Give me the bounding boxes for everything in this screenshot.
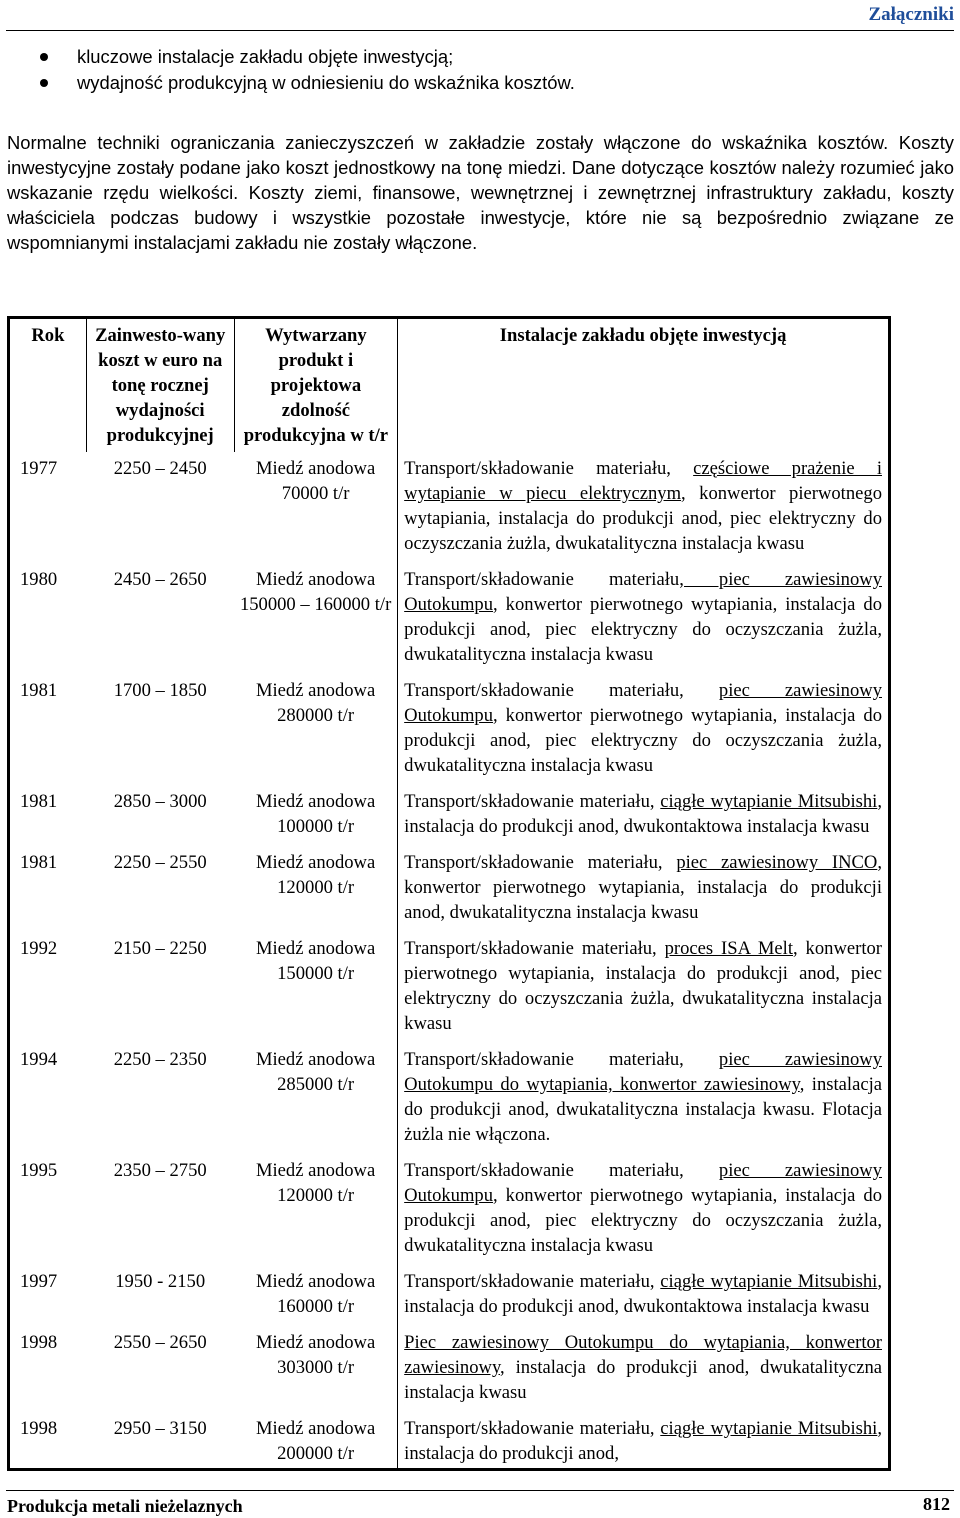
table-row xyxy=(9,1158,890,1269)
cost-cell: 2450 – 2650 xyxy=(113,569,207,590)
investment-table xyxy=(7,316,891,1471)
underlined-segment: ciągłe wytapianie Mitsubishi xyxy=(660,1418,878,1439)
text-segment: , instalacja do produkcji anod, dwukatalityczna instalacja kwasu xyxy=(404,1357,882,1403)
table-row xyxy=(9,678,890,789)
page-number: 812 xyxy=(923,1494,950,1514)
table-row xyxy=(9,850,890,936)
year-cell: 1997 xyxy=(20,1271,58,1292)
year-cell: 1994 xyxy=(20,1049,58,1070)
text-segment: Transport/składowanie materiału, xyxy=(404,852,677,873)
cost-cell: 1950 - 2150 xyxy=(115,1271,206,1292)
text-segment: Transport/składowanie materiału, xyxy=(404,1160,719,1181)
text-segment: Transport/składowanie materiału, xyxy=(404,791,661,812)
cost-cell: 2250 – 2550 xyxy=(113,852,207,873)
cost-cell: 2550 – 2650 xyxy=(113,1332,207,1353)
text-segment: , konwertor pierwotnego wytapiania, instalacja do produkcji anod, piec elektryczny do oczyszczania żużla, dwukatalityczna instalacja kwasu xyxy=(404,483,882,554)
installations-cell xyxy=(398,1047,890,1158)
year-cell: 1981 xyxy=(20,680,58,701)
header-product: Wytwarzany produkt i projektowa zdolność produkcyjna w t/r xyxy=(234,318,398,453)
product-cell: Miedź anodowa 160000 t/r xyxy=(234,1269,398,1330)
footer-title: Produkcja metali nieżelaznych xyxy=(7,1496,243,1516)
header-installations: Instalacje zakładu objęte inwestycją xyxy=(499,325,787,346)
cost-cell: 2150 – 2250 xyxy=(113,938,207,959)
text-segment: Transport/składowanie materiału, xyxy=(404,938,665,959)
text-segment: , instalacja do produkcji anod, dwukatalityczna instalacja kwasu. Flotacja żużla nie włączona. xyxy=(404,1074,882,1145)
table-row xyxy=(9,789,890,850)
text-segment: , instalacja do produkcji anod, dwukontaktowa instalacja kwasu xyxy=(404,791,882,837)
table-row xyxy=(9,452,890,567)
year-cell: 1981 xyxy=(20,791,58,812)
text-segment: , konwertor pierwotnego wytapiania, instalacja do produkcji anod, piec elektryczny do oczyszczania żużla, dwukatalityczna instalacja kwasu xyxy=(404,1185,882,1256)
table-row xyxy=(9,567,890,678)
text-segment: Transport/składowanie materiału xyxy=(404,569,680,590)
product-cell: Miedź anodowa 200000 t/r xyxy=(234,1416,398,1470)
bullet-list xyxy=(40,44,575,96)
footer-divider xyxy=(6,1490,954,1491)
cost-cell: 2350 – 2750 xyxy=(113,1160,207,1181)
text-segment: Transport/składowanie materiału, xyxy=(404,1049,719,1070)
header-year: Rok xyxy=(9,318,87,453)
installations-cell xyxy=(398,567,890,678)
text-segment: , konwertor pierwotnego wytapiania, instalacja do produkcji anod, dwukatalityczna instalacja kwasu xyxy=(404,852,882,923)
underlined-segment: ciągłe wytapianie Mitsubishi xyxy=(660,791,878,812)
text-segment: , konwertor pierwotnego wytapiania, instalacja do produkcji anod, piec elektryczny do oczyszczania żużla, dwukatalityczna instalacja kwasu xyxy=(404,938,882,1034)
underlined-segment: , piec zawiesinowy Outokumpu xyxy=(404,569,882,615)
table-header-row xyxy=(9,318,890,453)
installations-cell xyxy=(398,936,890,1047)
text-segment: , instalacja do produkcji anod, xyxy=(404,1418,882,1464)
installations-cell xyxy=(398,1158,890,1269)
cost-cell: 2850 – 3000 xyxy=(113,791,207,812)
text-segment: Transport/składowanie materiału, xyxy=(404,680,719,701)
product-cell: Miedź anodowa 303000 t/r xyxy=(234,1330,398,1416)
bullet-item: kluczowe instalacje zakładu objęte inwestycją; xyxy=(40,44,575,70)
cost-cell: 2950 – 3150 xyxy=(113,1418,207,1439)
header-divider xyxy=(6,30,954,31)
text-segment: Transport/składowanie materiału, xyxy=(404,1271,661,1292)
cost-cell: 1700 – 1850 xyxy=(113,680,207,701)
year-cell: 1981 xyxy=(20,852,58,873)
table-row xyxy=(9,1416,890,1470)
text-segment: , konwertor pierwotnego wytapiania, instalacja do produkcji anod, piec elektryczny do oczyszczania żużla, dwukatalityczna instalacja kwasu xyxy=(404,594,882,665)
cost-cell: 2250 – 2350 xyxy=(113,1049,207,1070)
underlined-segment: piec zawiesinowy Outokumpu xyxy=(404,1160,882,1206)
year-cell: 1995 xyxy=(20,1160,58,1181)
text-segment: , konwertor pierwotnego wytapiania, instalacja do produkcji anod, piec elektryczny do oczyszczania żużla, dwukatalityczna instalacja kwasu xyxy=(404,705,882,776)
table-body xyxy=(9,452,890,1470)
text-segment: Transport/składowanie materiału, xyxy=(404,458,694,479)
product-cell: Miedź anodowa 280000 t/r xyxy=(234,678,398,789)
intro-paragraph: Normalne techniki ograniczania zanieczyszczeń w zakładzie zostały włączone do wskaźnika kosztów. Koszty inwestycyjne zostały podane jako koszt jednostkowy na tonę miedzi. Dane dotyczące kosztów należy rozumieć jako wskazanie rzędu wielkości. Koszty ziemi, finansowe, wewnętrznej i zewnętrznej infrastruktury zakładu, koszty właściciela podczas budowy i wszystkie pozostałe inwestycje, które nie są bezpośrednio związane ze wspomnianymi instalacjami zakładu nie zostały włączone. xyxy=(7,132,954,253)
table-row xyxy=(9,1330,890,1416)
product-cell: Miedź anodowa 120000 t/r xyxy=(234,850,398,936)
product-cell: Miedź anodowa 150000 t/r xyxy=(234,936,398,1047)
installations-cell xyxy=(398,1416,890,1470)
installations-cell xyxy=(398,850,890,936)
cost-cell: 2250 – 2450 xyxy=(113,458,207,479)
year-cell: 1998 xyxy=(20,1332,58,1353)
year-cell: 1980 xyxy=(20,569,58,590)
product-cell: Miedź anodowa 150000 – 160000 t/r xyxy=(234,567,398,678)
underlined-segment: proces ISA Melt xyxy=(664,938,793,959)
product-cell: Miedź anodowa 285000 t/r xyxy=(234,1047,398,1158)
product-cell: Miedź anodowa 100000 t/r xyxy=(234,789,398,850)
underlined-segment: piec zawiesinowy INCO xyxy=(676,852,878,873)
table-row xyxy=(9,1047,890,1158)
text-segment: Transport/składowanie materiału, xyxy=(404,1418,661,1439)
installations-cell xyxy=(398,789,890,850)
table-row xyxy=(9,936,890,1047)
installations-cell xyxy=(398,678,890,789)
year-cell: 1977 xyxy=(20,458,58,479)
year-cell: 1998 xyxy=(20,1418,58,1439)
installations-cell xyxy=(398,1330,890,1416)
installations-cell xyxy=(398,1269,890,1330)
installations-cell xyxy=(398,452,890,567)
underlined-segment: ciągłe wytapianie Mitsubishi xyxy=(660,1271,878,1292)
bullet-item: wydajność produkcyjną w odniesieniu do wskaźnika kosztów. xyxy=(40,70,575,96)
underlined-segment: Piec zawiesinowy Outokumpu do wytapiania, konwertor zawiesinowy xyxy=(404,1332,882,1378)
table-row xyxy=(9,1269,890,1330)
underlined-segment: częściowe prażenie i wytapianie w piecu elektrycznym xyxy=(404,458,882,504)
header-cost: Zainwesto-wany koszt w euro na tonę rocznej wydajności produkcyjnej xyxy=(86,318,234,453)
section-title: Załączniki xyxy=(868,4,954,25)
product-cell: Miedź anodowa 70000 t/r xyxy=(234,452,398,567)
underlined-segment: piec zawiesinowy Outokumpu do wytapiania, konwertor zawiesinowy xyxy=(404,1049,882,1095)
product-cell: Miedź anodowa 120000 t/r xyxy=(234,1158,398,1269)
underlined-segment: piec zawiesinowy Outokumpu xyxy=(404,680,882,726)
text-segment: , instalacja do produkcji anod, dwukontaktowa instalacja kwasu xyxy=(404,1271,882,1317)
year-cell: 1992 xyxy=(20,938,58,959)
